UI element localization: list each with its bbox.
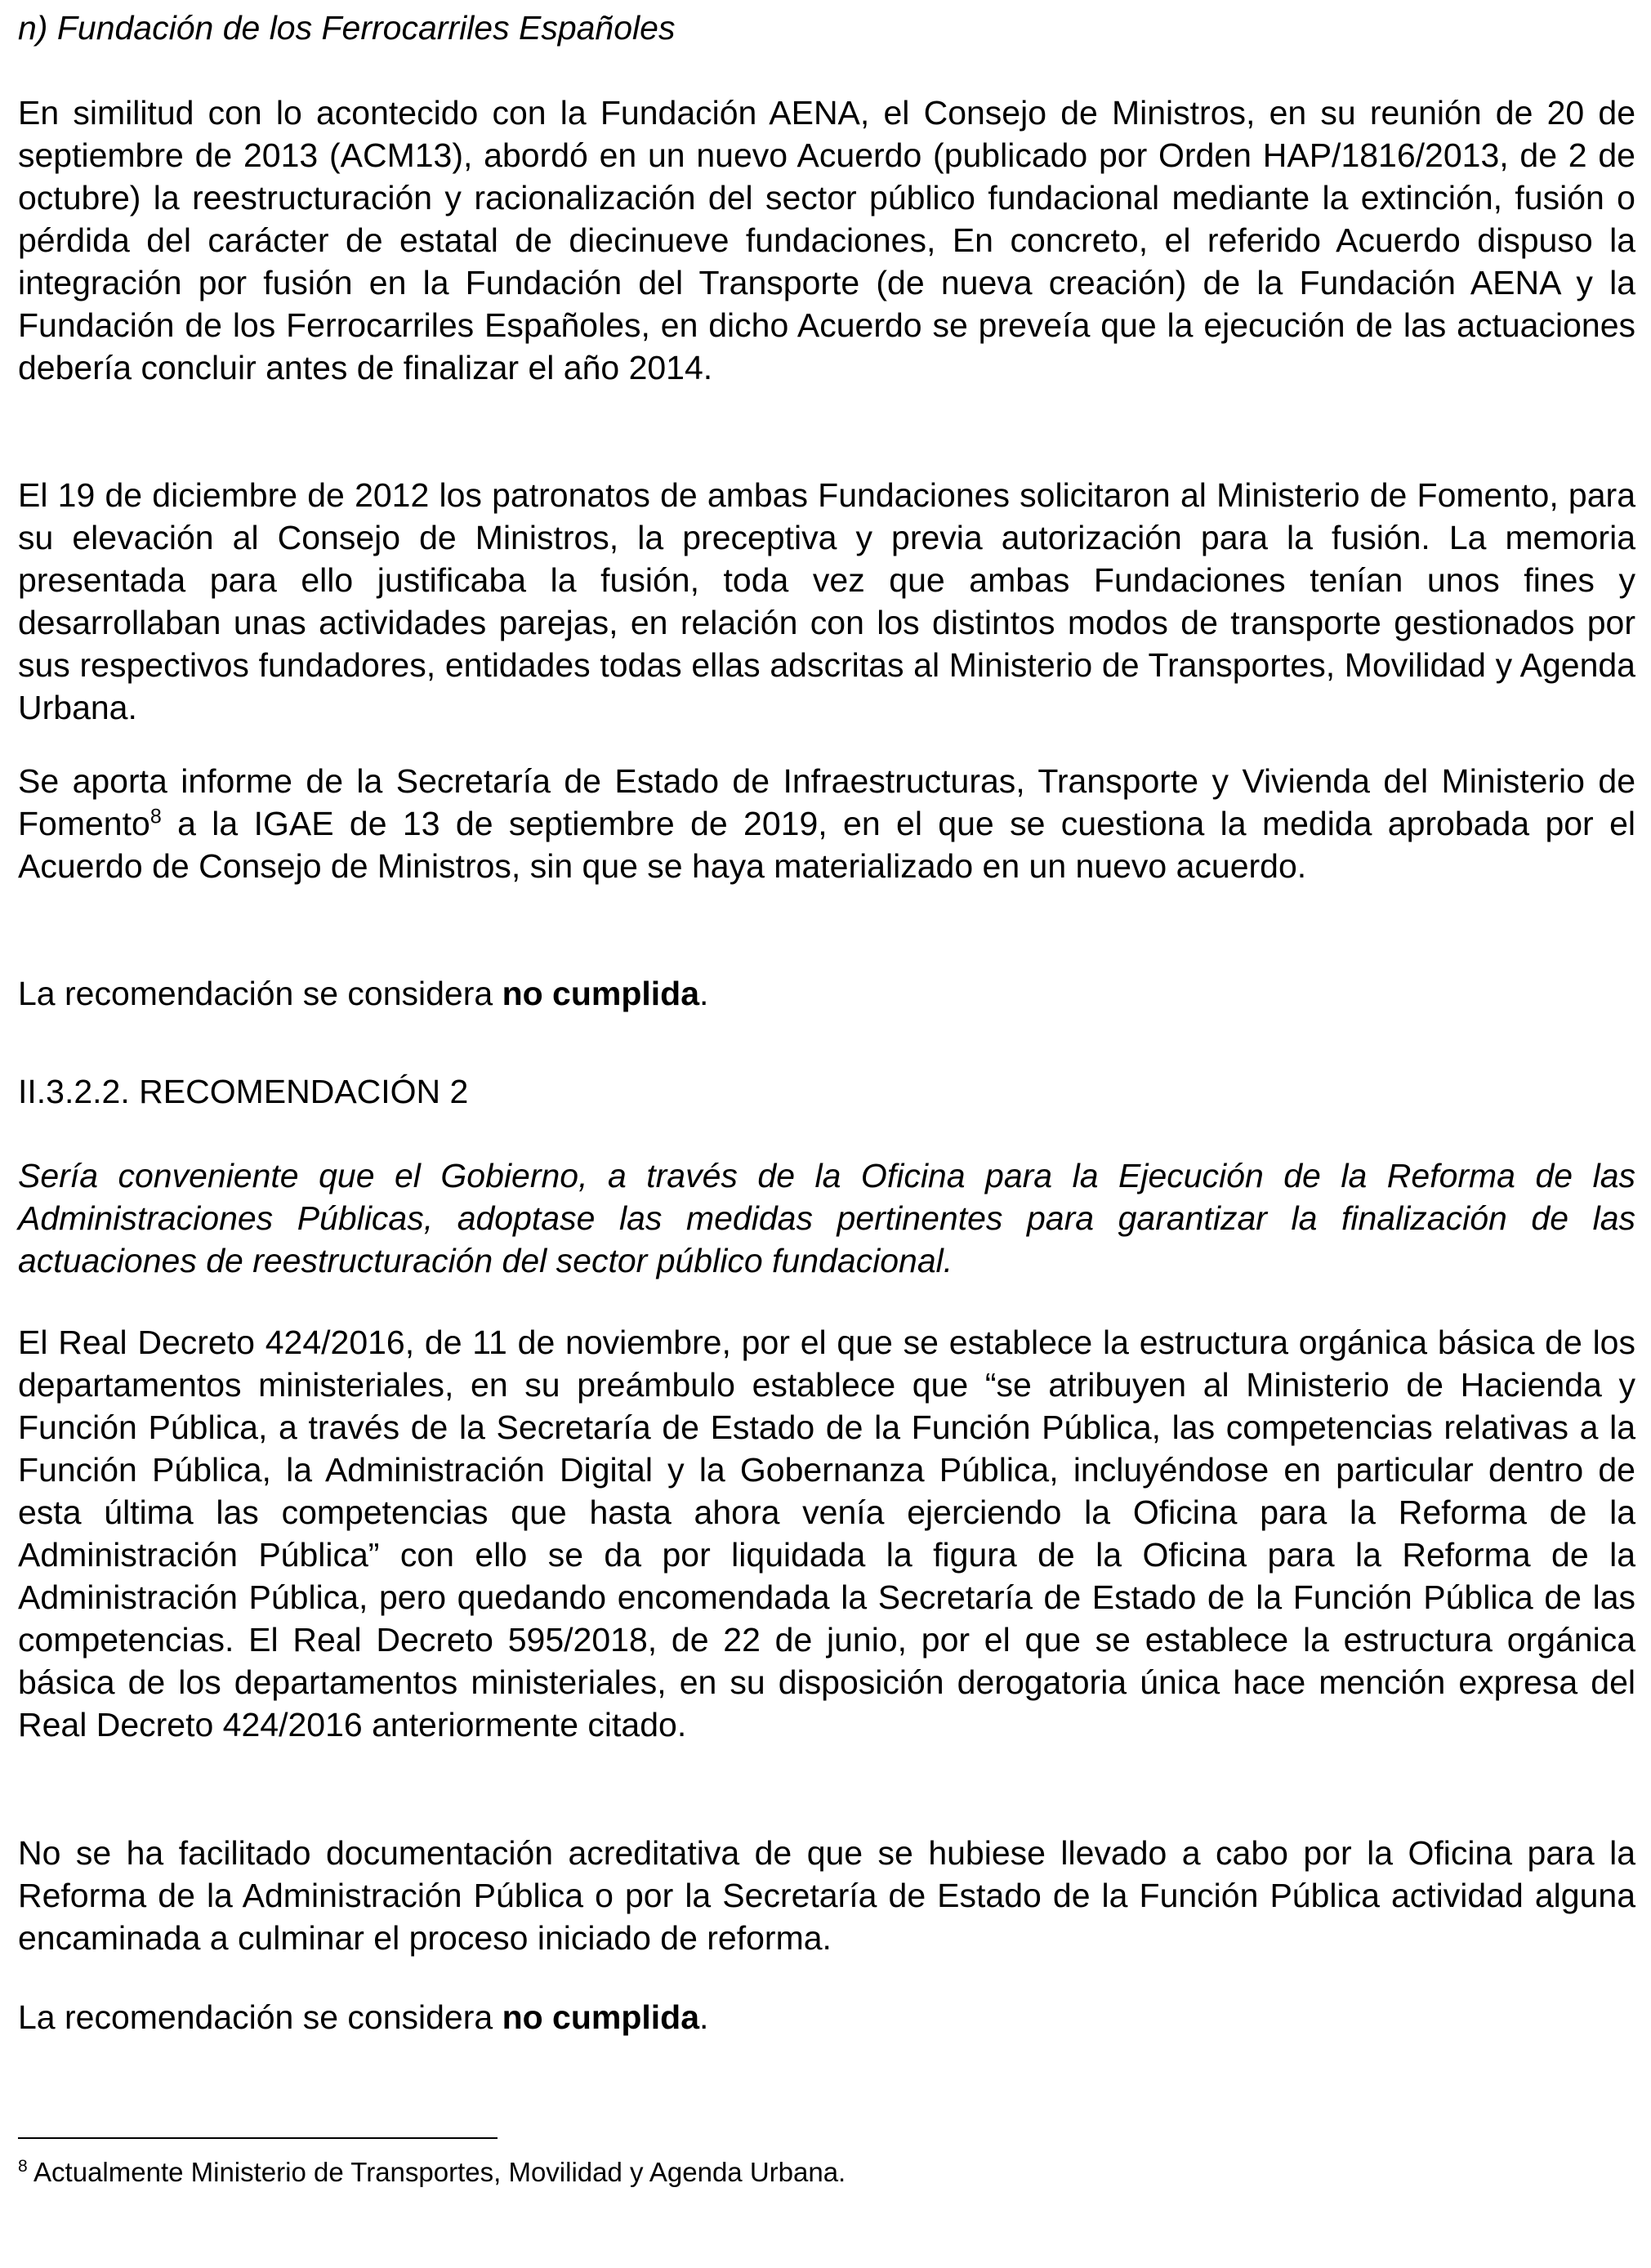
section-title [18,7,1635,49]
paragraph-acm13-text: En similitud con lo acontecido con la Fundación AENA, el Consejo de Ministros, en su reunión de 20 de septiembre de 2013 (ACM13), abordó en un nuevo Acuerdo (publicado por Orden HAP/1816/2013, de 2 de octubre) la reestructuración y racionalización del sector público fundacional mediante la extinción, fusión o pérdida del carácter de estatal de diecinueve fundaciones, En concreto, el referido Acuerdo dispuso la integración por fusión en la Fundación del Transporte (de nueva creación) de la Fundación AENA y la Fundación de los Ferrocarriles Españoles, en dicho Acuerdo se preveía que la ejecución de las actuaciones debería concluir antes de finalizar el año 2014. [18,94,1635,386]
section-heading-text: II.3.2.2. RECOMENDACIÓN 2 [18,1073,469,1110]
conclusion-prefix: La recomendación se considera [18,1998,502,2036]
section-heading-recommendation-2 [18,1070,1635,1113]
paragraph-informe-text-end: a la IGAE de 13 de septiembre de 2019, en el que se cuestiona la medida aprobada por el Acuerdo de Consejo de Ministros, sin que se haya materializado en un nuevo acuerdo. [18,805,1635,885]
footnote [18,2154,1635,2190]
conclusion-recommendation-1 [18,972,1635,1015]
footnote-separator [18,2137,498,2139]
conclusion-suffix: . [699,1998,709,2036]
paragraph-patronatos-text: El 19 de diciembre de 2012 los patronatos de ambas Fundaciones solicitaron al Ministerio de Fomento, para su elevación al Consejo de Ministros, la preceptiva y previa autorización para la fusión. La memoria presentada para ello justificaba la fusión, toda vez que ambas Fundaciones tenían unos fines y desarrollaban unas actividades parejas, en relación con los distintos modos de transporte gestionados por sus respectivos fundadores, entidades todas ellas adscritas al Ministerio de Transportes, Movilidad y Agenda Urbana. [18,476,1635,726]
recommendation-2-quote [18,1154,1635,1282]
paragraph-documentacion-text: No se ha facilitado documentación acreditativa de que se hubiese llevado a cabo por la Oficina para la Reforma de la Administración Pública o por la Secretaría de Estado de la Función Pública actividad alguna encaminada a culminar el proceso iniciado de reforma. [18,1834,1635,1957]
paragraph-documentacion [18,1832,1635,1959]
paragraph-patronatos [18,474,1635,729]
conclusion-suffix: . [699,975,709,1012]
paragraph-informe-text-start: Se aporta informe de la Secretaría de Estado de Infraestructuras, Transporte y Vivienda del Ministerio de Fomento [18,762,1635,842]
conclusion-status: no cumplida [502,975,700,1012]
paragraph-real-decreto-text: El Real Decreto 424/2016, de 11 de noviembre, por el que se establece la estructura orgánica básica de los departamentos ministeriales, en su preámbulo establece que “se atribuyen al Ministerio de Hacienda y Función Pública, a través de la Secretaría de Estado de la Función Pública, las competencias relativas a la Función Pública, la Administración Digital y la Gobernanza Pública, incluyéndose en particular dentro de esta última las competencias que hasta ahora venía ejerciendo la Oficina para la Reforma de la Administración Pública” con ello se da por liquidada la figura de la Oficina para la Reforma de la Administración Pública, pero quedando encomendada la Secretaría de Estado de la Función Pública de las competencias. El Real Decreto 595/2018, de 22 de junio, por el que se establece la estructura orgánica básica de los departamentos ministeriales, en su disposición derogatoria única hace mención expresa del Real Decreto 424/2016 anteriormente citado. [18,1324,1635,1743]
conclusion-recommendation-2 [18,1996,1635,2038]
paragraph-informe [18,760,1635,887]
section-title-text: n) Fundación de los Ferrocarriles Españoles [18,9,676,47]
footnote-reference: 8 [149,805,162,828]
recommendation-2-text: Sería conveniente que el Gobierno, a través de la Oficina para la Ejecución de la Reforma de las Administraciones Públicas, adoptase las medidas pertinentes para garantizar la finalización de las actuaciones de reestructuración del sector público fundacional. [18,1157,1635,1279]
footnote-number: 8 [18,2157,28,2176]
conclusion-status: no cumplida [502,1998,700,2036]
paragraph-real-decreto [18,1321,1635,1746]
conclusion-prefix: La recomendación se considera [18,975,502,1012]
footnote-text: Actualmente Ministerio de Transportes, Movilidad y Agenda Urbana. [27,2157,846,2187]
paragraph-acm13 [18,92,1635,389]
